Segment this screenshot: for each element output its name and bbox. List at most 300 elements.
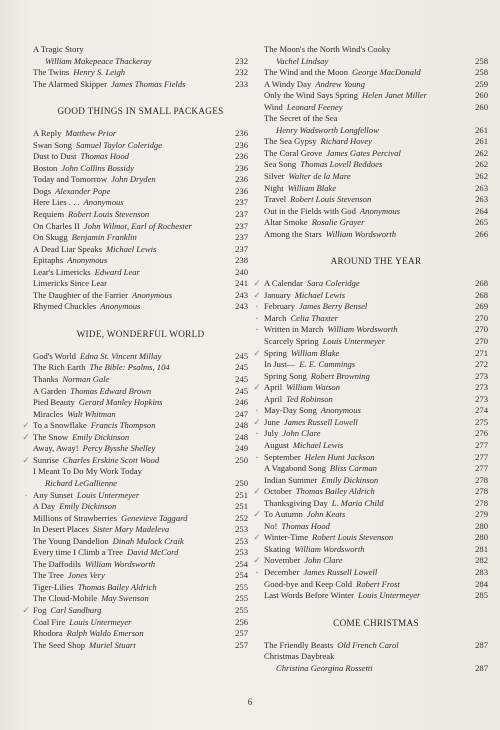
toc-entry [33, 478, 248, 490]
poem-title: October [264, 486, 292, 497]
poem-title: January [264, 289, 291, 300]
page-reference: 252 [235, 512, 248, 523]
poem-title: I Meant To Do My Work Today [33, 466, 142, 477]
poem-title: The Wind and the Moon [264, 67, 348, 78]
page-reference: 270 [475, 336, 488, 347]
toc-entry [33, 524, 248, 536]
page-reference: 270 [475, 324, 488, 335]
poem-title: Winter-Time [264, 532, 309, 543]
poem-author: Rosalie Grayer [311, 217, 365, 228]
toc-entry [33, 163, 248, 175]
poem-author: Richard LeGallienne [45, 477, 117, 488]
poem-author: Anonymous [100, 301, 141, 312]
toc-entry [33, 186, 248, 198]
pencil-check-mark-icon [251, 532, 263, 543]
poem-author: Vachel Lindsay [276, 55, 329, 66]
poem-author: Sister Mary Madeleva [92, 524, 170, 535]
page-reference: 258 [475, 55, 488, 66]
toc-entry [33, 278, 248, 290]
section-heading-around-the-year: AROUND THE YEAR [330, 256, 422, 267]
page-reference: 281 [475, 543, 488, 554]
page-reference: 275 [475, 416, 488, 427]
toc-entry [264, 336, 488, 348]
toc-entry [33, 151, 248, 163]
page-reference: 274 [475, 405, 488, 416]
poem-author: Robert Louis Stevenson [312, 532, 394, 543]
toc-entry [264, 348, 488, 360]
poem-author: Michael Lewis [292, 439, 344, 450]
toc-entry [264, 102, 488, 114]
page-reference: 248 [235, 431, 248, 442]
poem-author: Francis Thompson [90, 420, 156, 431]
toc-entry [33, 301, 248, 313]
toc-entry [33, 501, 248, 513]
poem-title: Fog [33, 604, 47, 615]
toc-entry [264, 405, 488, 417]
page-reference: 276 [475, 428, 488, 439]
page-reference: 236 [235, 185, 248, 196]
page-reference: 248 [235, 420, 248, 431]
page-reference: 237 [235, 243, 248, 254]
page-reference: 264 [475, 205, 488, 216]
poem-author: Samuel Taylor Coleridge [75, 139, 163, 150]
page-reference: 254 [235, 558, 248, 569]
poem-title: A Vagabond Song [264, 463, 326, 474]
poem-title: Epitaphs [33, 255, 64, 266]
toc-entry [33, 593, 248, 605]
toc-entry [33, 455, 248, 467]
page-reference: 253 [235, 524, 248, 535]
toc-entry [264, 79, 488, 91]
poem-title: The Cloud-Mobile [33, 593, 98, 604]
page-reference: 237 [235, 209, 248, 220]
right-column [264, 44, 488, 674]
poem-title: The Snow [33, 431, 69, 442]
toc-entry [264, 640, 488, 652]
page-reference: 263 [475, 194, 488, 205]
page-reference: 247 [235, 408, 248, 419]
poem-title: The Twins [33, 67, 70, 78]
page-reference: 260 [475, 90, 488, 101]
poem-title: Out in the Fields with God [264, 205, 356, 216]
toc-entry [33, 640, 248, 652]
poem-title: Tiger-Lilies [33, 581, 74, 592]
pencil-dot-mark-icon [251, 428, 263, 439]
poem-author: Charles Erskine Scott Wood [62, 454, 160, 465]
toc-entry [264, 206, 488, 218]
page-reference: 236 [235, 151, 248, 162]
poem-author: William Wordsworth [294, 543, 365, 554]
poem-title: The Coral Grove [264, 147, 323, 158]
toc-entry [264, 324, 488, 336]
poem-author: The Bible: Psalms, 104 [89, 362, 170, 373]
page-reference: 237 [235, 197, 248, 208]
toc-entry [264, 509, 488, 521]
section-christmas-entries [264, 640, 488, 675]
page-reference: 255 [235, 593, 248, 604]
page-reference: 280 [475, 532, 488, 543]
poem-title: Pied Beauty [33, 397, 75, 408]
section-heading-wide-wonderful-world: WIDE, WONDERFUL WORLD [76, 328, 205, 339]
page-reference: 237 [235, 220, 248, 231]
poem-title: Written in March [264, 324, 324, 335]
pencil-dot-mark-icon [251, 567, 263, 578]
poem-author: Old French Carol [337, 639, 399, 650]
poem-title: Christmas Daybreak [264, 651, 335, 662]
poem-author: Emily Dickinson [59, 501, 117, 512]
page-reference: 279 [475, 509, 488, 520]
poem-title: Sea Song [264, 159, 297, 170]
page-reference: 245 [235, 362, 248, 373]
toc-entry [264, 229, 488, 241]
poem-title: Only the Wind Says Spring [264, 90, 359, 101]
pencil-dot-mark-icon [251, 405, 263, 416]
poem-title: Dogs [33, 185, 52, 196]
poem-title: Every time I Climb a Tree [33, 547, 123, 558]
toc-entry [264, 521, 488, 533]
poem-title: July [264, 428, 279, 439]
page-reference: 255 [235, 604, 248, 615]
poem-author: Matthew Prior [65, 128, 117, 139]
poem-author: Anonymous [320, 405, 361, 416]
right-top-entries [264, 44, 488, 240]
toc-entry [33, 409, 248, 421]
poem-author: L. Maria Child [331, 497, 384, 508]
page-reference: 277 [475, 439, 488, 450]
poem-title: Indian Summer [264, 474, 318, 485]
poem-author: James Russell Lowell [303, 566, 378, 577]
page-reference: 278 [475, 474, 488, 485]
toc-entry [33, 443, 248, 455]
poem-author: William Blake [287, 182, 337, 193]
page-reference: 250 [235, 477, 248, 488]
toc-entry [33, 513, 248, 525]
poem-author: Henry S. Leigh [73, 67, 126, 78]
page-reference: 273 [475, 382, 488, 393]
poem-title: August [264, 439, 289, 450]
page-reference: 287 [475, 662, 488, 673]
poem-author: William Makepeace Thackeray [45, 55, 152, 66]
poem-author: Muriel Stuart [89, 639, 136, 650]
page-reference: 282 [475, 555, 488, 566]
poem-author: Benjamin Franklin [71, 232, 137, 243]
pencil-check-mark-icon [251, 509, 263, 520]
poem-title: A Garden [33, 385, 67, 396]
poem-title: The Sea Gypsy [264, 136, 317, 147]
poem-author: Robert Louis Stevenson [290, 194, 372, 205]
poem-title: May-Day Song [264, 405, 317, 416]
page-reference: 236 [235, 128, 248, 139]
poem-title: To a Snowflake [33, 420, 87, 431]
poem-author: Walter de la Mare [288, 171, 351, 182]
left-top-entries [33, 44, 248, 90]
toc-entry [264, 394, 488, 406]
toc-entry [264, 159, 488, 171]
toc-entry [264, 498, 488, 510]
page-reference: 258 [475, 67, 488, 78]
pencil-check-mark-icon [251, 278, 263, 289]
toc-entry [33, 351, 248, 363]
page-reference: 278 [475, 497, 488, 508]
poem-author: Gerard Manley Hopkins [78, 397, 163, 408]
page-reference: 262 [475, 171, 488, 182]
poem-title: A Dead Liar Speaks [33, 243, 102, 254]
toc-entry [33, 174, 248, 186]
poem-author: Thomas Hood [281, 520, 330, 531]
poem-title: Boston [33, 162, 58, 173]
poem-author: Dinah Mulock Craik [112, 535, 184, 546]
page-reference: 273 [475, 370, 488, 381]
poem-author: William Blake [290, 347, 340, 358]
toc-entry [33, 267, 248, 279]
section-heading-come-christmas: COME CHRISTMAS [333, 617, 419, 628]
page-reference: 262 [475, 159, 488, 170]
poem-author: John Wilmot, Earl of Rochester [83, 220, 192, 231]
toc-entry [33, 582, 248, 594]
poem-title: Wind [264, 101, 283, 112]
pencil-check-mark-icon [251, 382, 263, 393]
poem-title: In Just— [264, 359, 296, 370]
poem-author: May Swenson [101, 593, 149, 604]
poem-author: James Berry Bensel [299, 301, 368, 312]
poem-author: Anonymous [83, 197, 124, 208]
toc-entry [264, 544, 488, 556]
page-reference: 260 [475, 101, 488, 112]
section-good-things-entries [33, 128, 248, 313]
page-reference: 277 [475, 463, 488, 474]
poem-author: David McCord [126, 547, 179, 558]
page-reference: 269 [475, 301, 488, 312]
poem-title: November [264, 555, 301, 566]
toc-entry [264, 148, 488, 160]
poem-title: February [264, 301, 296, 312]
poem-author: Ralph Waldo Emerson [66, 628, 144, 639]
toc-entry [33, 140, 248, 152]
page-reference: 245 [235, 385, 248, 396]
toc-entry [264, 440, 488, 452]
toc-entry [264, 463, 488, 475]
poem-author: James Russell Lowell [283, 416, 358, 427]
poem-author: Emily Dickinson [72, 431, 130, 442]
toc-entry [33, 56, 248, 68]
poem-author: Alexander Pope [55, 185, 111, 196]
poem-title: Night [264, 182, 284, 193]
toc-entry [264, 567, 488, 579]
poem-title: Last Words Before Winter [264, 590, 355, 601]
poem-title: Spring Song [264, 370, 307, 381]
toc-entry [264, 171, 488, 183]
poem-author: Andrew Young [315, 78, 365, 89]
poem-author: Bliss Carman [329, 463, 377, 474]
toc-entry [264, 555, 488, 567]
page-reference: 243 [235, 289, 248, 300]
poem-title: December [264, 566, 300, 577]
toc-entry [33, 197, 248, 209]
poem-title: Rhymed Chuckles [33, 301, 97, 312]
toc-entry [33, 570, 248, 582]
page-reference: 268 [475, 289, 488, 300]
poem-author: Thomas Lovell Beddoes [300, 159, 383, 170]
toc-entry [33, 490, 248, 502]
page-reference: 278 [475, 486, 488, 497]
pencil-check-mark-icon [20, 455, 32, 466]
page-reference: 251 [235, 501, 248, 512]
toc-entry [33, 559, 248, 571]
poem-author: Percy Bysshe Shelley [82, 443, 156, 454]
poem-author: John Keats [306, 509, 346, 520]
toc-entry [264, 136, 488, 148]
toc-entry [264, 579, 488, 591]
poem-title: Sunrise [33, 454, 59, 465]
poem-author: Carl Sandburg [50, 604, 102, 615]
toc-entry [264, 486, 488, 498]
poem-title: Miracles [33, 408, 64, 419]
poem-author: Helen Hunt Jackson [304, 451, 375, 462]
page-reference: 237 [235, 232, 248, 243]
page-reference: 243 [235, 301, 248, 312]
poem-author: Thomas Hood [80, 151, 129, 162]
poem-title: Thanks [33, 374, 59, 385]
poem-author: Henry Wadsworth Longfellow [276, 124, 379, 135]
poem-title: In Desert Places [33, 524, 89, 535]
poem-title: Altar Smoke [264, 217, 308, 228]
poem-author: Anonymous [67, 255, 108, 266]
poem-title: Lear's Limericks [33, 266, 91, 277]
page-reference: 256 [235, 616, 248, 627]
page-reference: 285 [475, 590, 488, 601]
poem-author: Robert Frost [356, 578, 400, 589]
poem-title: Requiem [33, 209, 65, 220]
page-reference: 232 [235, 55, 248, 66]
poem-title: Millions of Strawberries [33, 512, 118, 523]
toc-entry [264, 382, 488, 394]
poem-author: Genevieve Taggard [121, 512, 188, 523]
poem-author: William Wordsworth [325, 228, 397, 239]
poem-author: Emily Dickinson [321, 474, 379, 485]
poem-title: June [264, 416, 280, 427]
page-reference: 254 [235, 570, 248, 581]
poem-author: Thomas Bailey Aldrich [77, 581, 157, 592]
poem-title: The Friendly Beasts [264, 639, 334, 650]
poem-title: March [264, 312, 287, 323]
poem-author: Louis Untermeyer [322, 336, 385, 347]
poem-author: John Collins Bossidy [61, 162, 134, 173]
toc-entry [264, 475, 488, 487]
poem-title: Swan Song [33, 139, 72, 150]
toc-entry [33, 397, 248, 409]
toc-entry [33, 420, 248, 432]
toc-entry [264, 44, 488, 56]
toc-entry [264, 452, 488, 464]
toc-entry [33, 290, 248, 302]
poem-title: Skating [264, 543, 291, 554]
poem-title: On Charles II [33, 220, 80, 231]
page-reference: 245 [235, 374, 248, 385]
poem-author: Edna St. Vincent Millay [79, 350, 162, 361]
poem-title: A Tragic Story [33, 44, 84, 54]
toc-entry [264, 125, 488, 137]
pencil-check-mark-icon [251, 348, 263, 359]
poem-author: William Wordsworth [327, 324, 398, 335]
poem-title: The Tree [33, 570, 64, 581]
page-reference: 263 [475, 182, 488, 193]
poem-title: Travel [264, 194, 287, 205]
toc-entry [33, 209, 248, 221]
poem-title: A Windy Day [264, 78, 312, 89]
pencil-check-mark-icon [20, 432, 32, 443]
page-reference: 246 [235, 397, 248, 408]
toc-entry [33, 536, 248, 548]
page-reference: 253 [235, 547, 248, 558]
toc-entry [33, 605, 248, 617]
poem-author: William Watson [286, 382, 341, 393]
section-wide-world-entries [33, 351, 248, 651]
pencil-check-mark-icon [251, 486, 263, 497]
poem-title: A Reply [33, 128, 62, 139]
poem-author: Sara Coleridge [306, 278, 360, 289]
page-reference: 232 [235, 67, 248, 78]
poem-author: Thomas Bailey Aldrich [295, 486, 375, 497]
poem-author: Ted Robinson [286, 393, 333, 404]
toc-entry [33, 628, 248, 640]
toc-entry [264, 183, 488, 195]
poem-title: To Autumn [264, 509, 303, 520]
poem-title: Away, Away! [33, 443, 79, 454]
poem-title: On Skugg [33, 232, 68, 243]
page-reference: 270 [475, 312, 488, 323]
section-around-year-entries [264, 278, 488, 601]
page-reference: 272 [475, 359, 488, 370]
poem-author: E. E. Cummings [299, 359, 356, 370]
page-reference: 245 [235, 350, 248, 361]
toc-entry [33, 362, 248, 374]
poem-author: John Dryden [111, 174, 156, 185]
poem-author: William Wordsworth [84, 558, 156, 569]
poem-title: A Day [33, 501, 56, 512]
page-reference: 241 [235, 278, 248, 289]
page-reference: 271 [475, 347, 488, 358]
poem-author: Celia Thaxter [290, 312, 338, 323]
toc-entry [33, 255, 248, 267]
poem-title: Coal Fire [33, 616, 66, 627]
toc-entry [264, 90, 488, 102]
page-reference: 273 [475, 393, 488, 404]
page-reference: 240 [235, 266, 248, 277]
poem-title: Scarcely Spring [264, 336, 319, 347]
poem-author: Richard Hovey [320, 136, 372, 147]
page-number: 6 [247, 697, 253, 707]
poem-title: Spring [264, 347, 287, 358]
toc-entry [264, 290, 488, 302]
toc-entry [264, 651, 488, 663]
page-reference: 261 [475, 124, 488, 135]
page-reference: 249 [235, 443, 248, 454]
pencil-check-mark-icon [20, 420, 32, 431]
poem-author: Robert Louis Stevenson [68, 209, 150, 220]
poem-author: George MacDonald [352, 67, 421, 78]
poem-author: Anonymous [359, 205, 401, 216]
page-reference: 236 [235, 162, 248, 173]
poem-title: The Young Dandelion [33, 535, 109, 546]
toc-entry [264, 113, 488, 125]
page-reference: 257 [235, 628, 248, 639]
poem-title: The Daughter of the Farrier [33, 289, 128, 300]
poem-title: September [264, 451, 301, 462]
poem-author: Walt Whitman [67, 408, 116, 419]
poem-title: Good-bye and Keep Cold [264, 578, 353, 589]
toc-entry [33, 374, 248, 386]
poem-author: Helen Janet Miller [362, 90, 427, 101]
